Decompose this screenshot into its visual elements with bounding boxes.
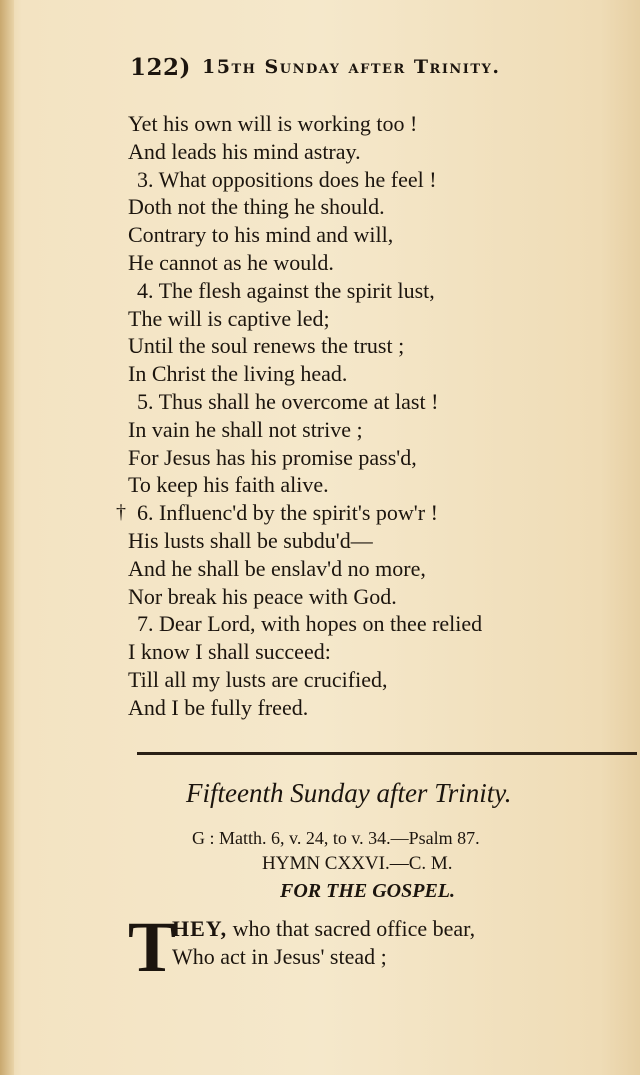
verse-line	[128, 416, 638, 444]
page-binding-edge	[0, 0, 14, 1075]
verse-line-text: Nor break his peace with God.	[128, 583, 397, 609]
hymn-opening-lines	[172, 915, 622, 971]
verse-line-text: 6. Influenc'd by the spirit's pow'r !	[137, 500, 438, 526]
verse-line	[128, 221, 638, 249]
verse-line-text: 7. Dear Lord, with hopes on thee relied	[137, 611, 483, 637]
verse-line	[128, 666, 638, 694]
hymn-number: HYMN CXXVI.—C. M.	[262, 853, 453, 874]
verse-line	[128, 471, 638, 499]
verse-line-text: And he shall be enslav'd no more,	[128, 555, 426, 581]
verse-line-text: Until the soul renews the trust ;	[128, 333, 405, 359]
verse-line-text: His lusts shall be subdu'd—	[128, 527, 373, 553]
verse-line-text: And I be fully freed.	[128, 694, 309, 720]
verse-line	[128, 193, 638, 221]
verse-line-text: To keep his faith alive.	[128, 472, 329, 498]
verse-line-text: He cannot as he would.	[128, 249, 334, 275]
dagger-mark: †	[116, 501, 126, 524]
running-header	[130, 52, 600, 88]
verse-line-text: I know I shall succeed:	[128, 639, 331, 665]
first-word: HEY,	[172, 916, 228, 941]
verse-line	[128, 610, 638, 638]
section-divider	[137, 752, 637, 755]
verse-line-text: In vain he shall not strive ;	[128, 416, 363, 442]
verse-line-text: Till all my lusts are crucified,	[128, 666, 388, 692]
drop-cap: T	[128, 907, 177, 987]
verse-line	[128, 555, 638, 583]
section-title: Fifteenth Sunday after Trinity.	[186, 778, 512, 808]
verse-line-text: For Jesus has his promise pass'd,	[128, 444, 417, 470]
verse-line-text: In Christ the living head.	[128, 361, 348, 387]
hymn-occasion: FOR THE GOSPEL.	[280, 880, 456, 902]
verse-line-text: 5. Thus shall he overcome at last !	[137, 388, 439, 414]
verse-line-text: 4. The flesh against the spirit lust,	[137, 277, 435, 303]
verse-line	[128, 110, 638, 138]
verse-line	[128, 138, 638, 166]
verse-line	[128, 166, 638, 194]
hymn-line: Who act in Jesus' stead ;	[172, 943, 387, 969]
verse-line	[128, 332, 638, 360]
verse-line	[128, 305, 638, 333]
verse-line	[128, 583, 638, 611]
verse-line	[128, 249, 638, 277]
verse-line-text: 3. What oppositions does he feel !	[137, 166, 437, 192]
verse-line	[128, 277, 638, 305]
verse-line-text: Contrary to his mind and will,	[128, 222, 394, 248]
page-number: 122)	[130, 54, 191, 81]
verse-line	[128, 360, 638, 388]
verse-line-text: The will is captive led;	[128, 305, 330, 331]
hymn-verses	[116, 110, 638, 722]
verse-line	[128, 527, 638, 555]
running-title: 15th Sunday after Trinity.	[202, 56, 501, 78]
verse-line	[128, 444, 638, 472]
verse-line	[128, 694, 638, 722]
verse-line	[116, 499, 638, 527]
hymn-line-rest: who that sacred office bear,	[227, 916, 476, 941]
scripture-reference: G : Matth. 6, v. 24, to v. 34.—Psalm 87.	[192, 828, 480, 848]
verse-line-text: And leads his mind astray.	[128, 138, 361, 164]
verse-line	[128, 638, 638, 666]
verse-line-text: Doth not the thing he should.	[128, 194, 385, 220]
verse-line	[128, 388, 638, 416]
hymn-line	[172, 915, 622, 943]
verse-line-text: Yet his own will is working too !	[128, 111, 418, 136]
